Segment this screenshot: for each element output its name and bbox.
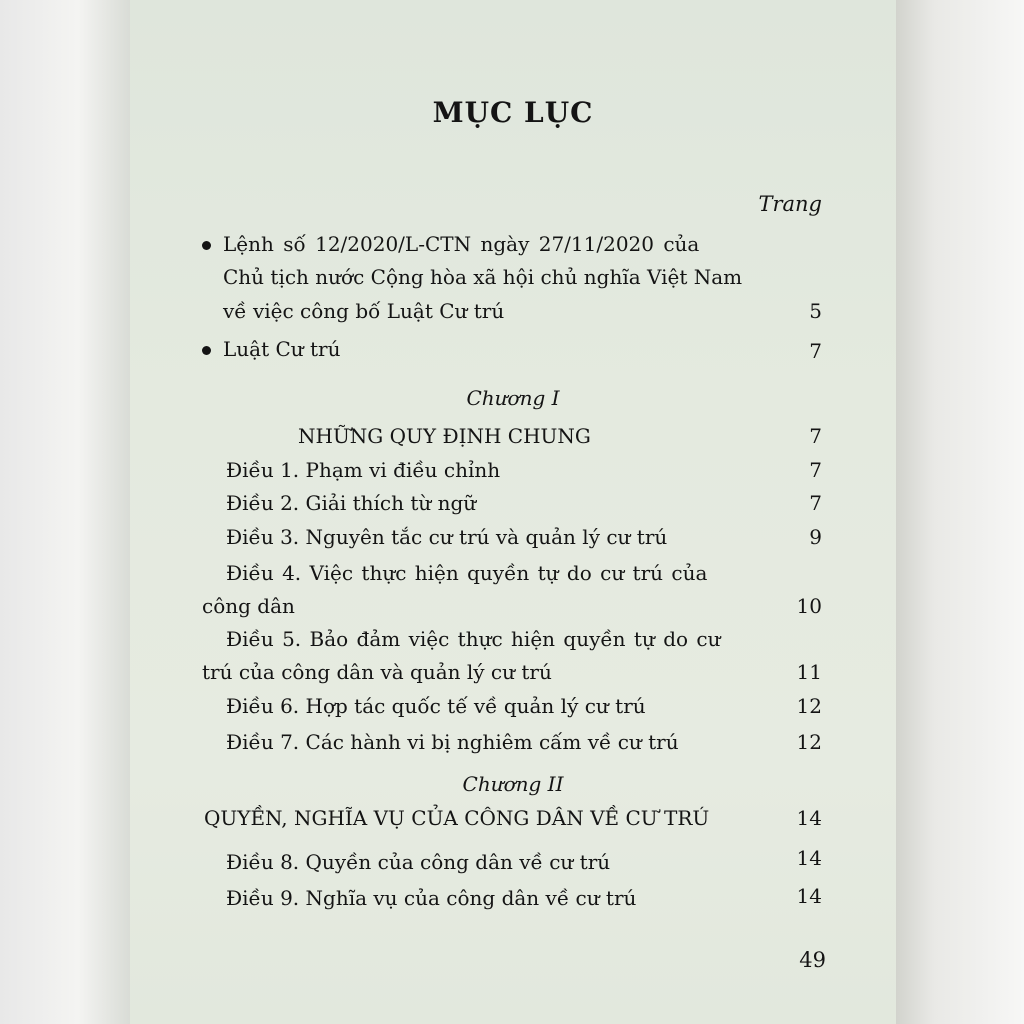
bullet-icon: [202, 241, 211, 250]
toc-article-line: Điều 9. Nghĩa vụ của công dân về cư trú: [226, 886, 637, 910]
toc-page-number: 11: [796, 660, 822, 684]
toc-page-number: 7: [809, 339, 822, 363]
toc-page-number: 9: [809, 525, 822, 549]
chapter-label: Chương I: [466, 386, 560, 410]
toc-page-number: 12: [796, 730, 822, 754]
toc-page-number: 12: [796, 694, 822, 718]
toc-entry-line: Chủ tịch nước Cộng hòa xã hội chủ nghĩa Việt Nam: [223, 265, 743, 289]
toc-page-number: 7: [809, 458, 822, 482]
page-number: 49: [799, 948, 826, 972]
chapter-label: Chương II: [462, 772, 564, 796]
bullet-icon: [202, 346, 211, 355]
toc-page-number: 14: [796, 806, 822, 830]
adjacent-page-edge: [0, 0, 130, 1024]
toc-page-number: 7: [809, 491, 822, 515]
page-title: MỤC LỤC: [432, 96, 594, 129]
background-surface: [896, 0, 1024, 1024]
toc-page-number: 10: [796, 594, 822, 618]
toc-article-line: Điều 4. Việc thực hiện quyền tự do cư trú của: [226, 561, 708, 585]
toc-article-line: Điều 8. Quyền của công dân về cư trú: [226, 850, 611, 874]
chapter-title: QUYỀN, NGHĨA VỤ CỦA CÔNG DÂN VỀ CƯ TRÚ: [204, 806, 710, 830]
toc-page-number: 5: [809, 299, 822, 323]
toc-article-line: Điều 2. Giải thích từ ngữ: [226, 491, 477, 515]
page-column-label: Trang: [758, 192, 822, 216]
toc-entry-line: Luật Cư trú: [223, 337, 341, 361]
toc-article-line: Điều 7. Các hành vi bị nghiêm cấm về cư trú: [226, 730, 679, 754]
toc-article-line: Điều 6. Hợp tác quốc tế về quản lý cư trú: [226, 694, 646, 718]
toc-article-line: trú của công dân và quản lý cư trú: [202, 660, 552, 684]
toc-entry-line: Lệnh số 12/2020/L-CTN ngày 27/11/2020 của: [223, 232, 700, 256]
toc-article-line: công dân: [202, 594, 295, 618]
book-page: [130, 0, 896, 1024]
toc-page-number: 7: [809, 424, 822, 448]
toc-page-number: 14: [796, 846, 822, 870]
toc-page-number: 14: [796, 884, 822, 908]
toc-article-line: Điều 1. Phạm vi điều chỉnh: [226, 458, 501, 482]
toc-article-line: Điều 3. Nguyên tắc cư trú và quản lý cư trú: [226, 525, 668, 549]
toc-article-line: Điều 5. Bảo đảm việc thực hiện quyền tự do cư: [226, 627, 721, 651]
chapter-title: NHỮNG QUY ĐỊNH CHUNG: [298, 424, 591, 448]
toc-entry-line: về việc công bố Luật Cư trú: [223, 299, 505, 323]
